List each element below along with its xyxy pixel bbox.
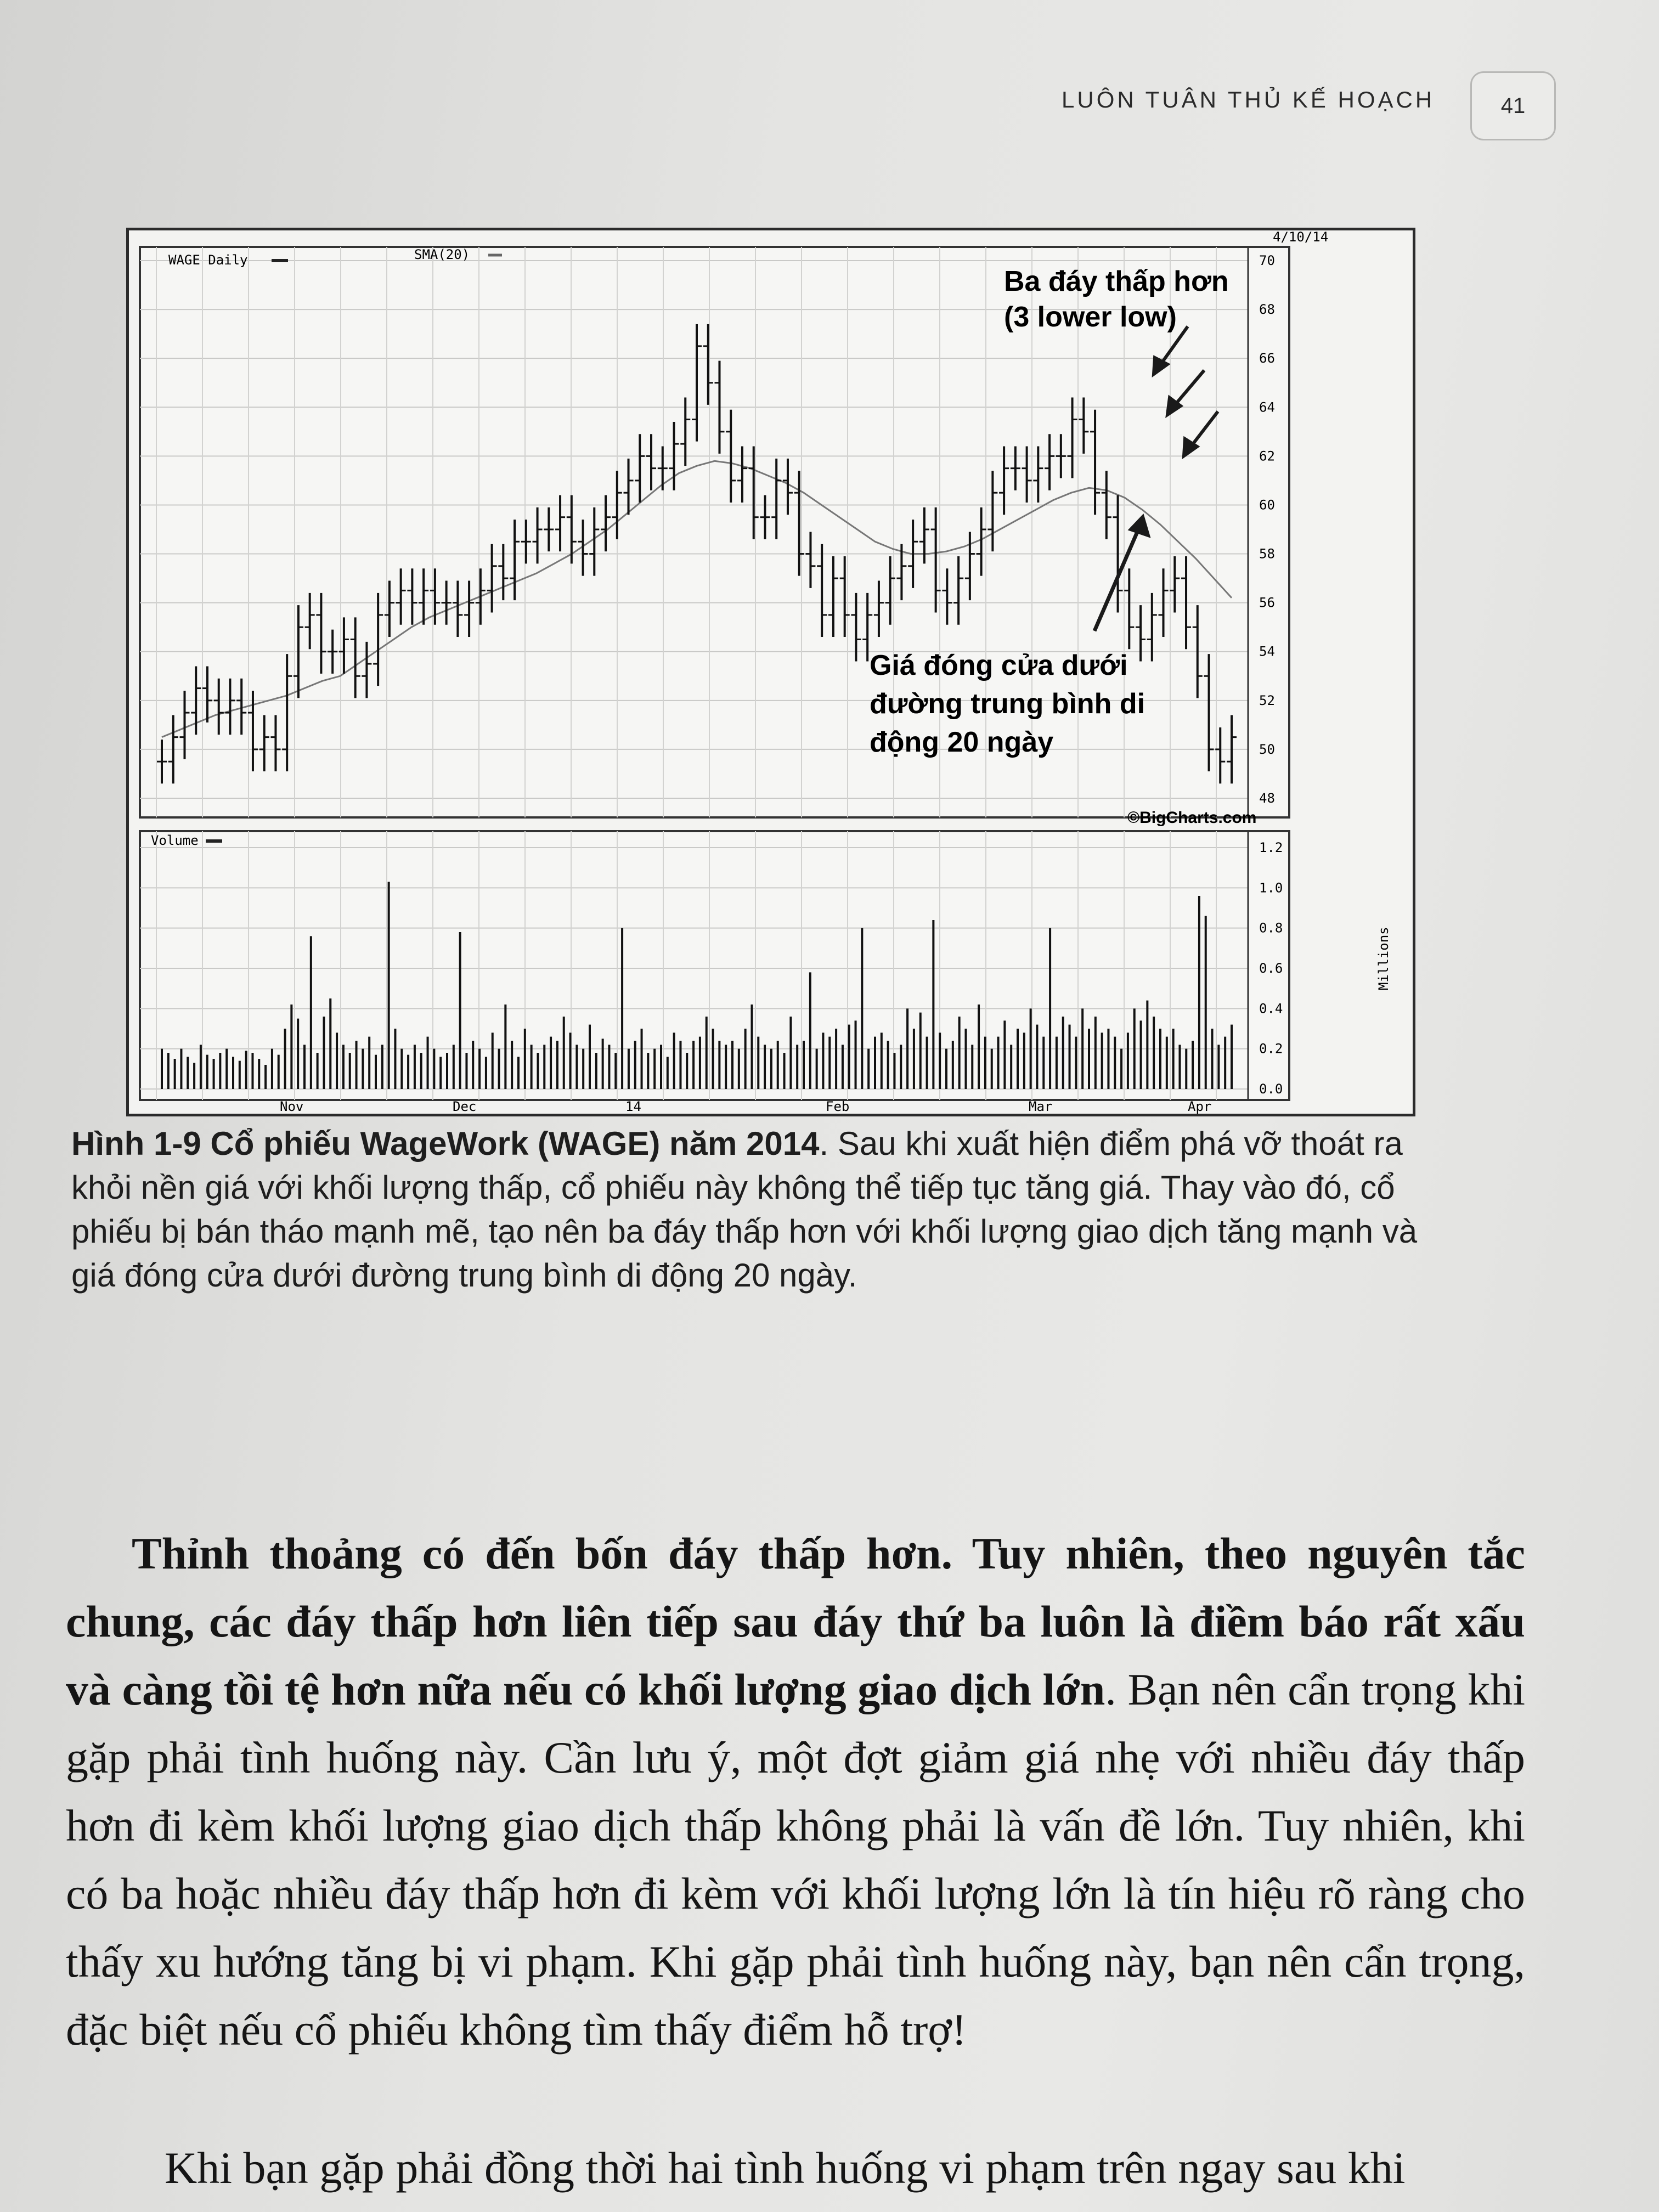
- x-tick-label: Dec: [453, 1099, 477, 1114]
- caption-text: . Sau khi xuất hiện điểm phá vỡ thoát ra khỏi nền giá với khối lượng thấp, cổ phiếu này không thể tiếp tục tăng giá. Thay vào đó, cổ phiếu bị bán tháo mạnh mẽ, tạo nên ba đáy thấp hơn với khối lượng giao dịch tăng mạnh và giá đóng cửa dưới đường trung bình di động 20 ngày.: [71, 1125, 1418, 1294]
- page-number: 41: [1470, 71, 1556, 140]
- annotation-lower-lows-line2: (3 lower low): [1004, 301, 1177, 333]
- x-tick-label: Apr: [1188, 1099, 1212, 1114]
- volume-tick-label: 0.4: [1259, 1001, 1283, 1017]
- price-tick-label: 66: [1259, 351, 1275, 366]
- annotation-lower-lows-line1: Ba đáy thấp hơn: [1004, 266, 1229, 297]
- caption-label: Hình 1-9 Cổ phiếu WageWork (WAGE) năm 2014: [71, 1125, 820, 1162]
- price-tick-label: 52: [1259, 692, 1275, 708]
- volume-tick-label: 1.0: [1259, 880, 1283, 896]
- x-tick-label: Feb: [826, 1099, 850, 1114]
- price-tick-label: 62: [1259, 448, 1275, 464]
- volume-tick-label: 0.8: [1259, 920, 1283, 936]
- chart-svg: [129, 230, 1413, 1114]
- body-bold-text: Thỉnh thoảng có đến bốn đáy thấp hơn. Tuy nhiên, theo nguyên tắc chung, các đáy thấp hơn liên tiếp sau đáy thứ ba luôn là điềm báo rất xấu và càng tồi tệ hơn nữa nếu có khối lượng giao dịch lớn: [66, 1528, 1525, 1714]
- body-paragraph: [66, 1520, 1525, 2064]
- volume-tick-label: 1.2: [1259, 840, 1283, 855]
- volume-tick-label: 0.0: [1259, 1081, 1283, 1097]
- price-tick-label: 54: [1259, 644, 1275, 659]
- volume-unit-label: Millions: [1376, 927, 1391, 990]
- price-tick-label: 48: [1259, 791, 1275, 806]
- price-tick-label: 64: [1259, 399, 1275, 415]
- volume-tick-label: 0.6: [1259, 961, 1283, 976]
- price-tick-label: 70: [1259, 253, 1275, 268]
- annotation-close-line2: đường trung bình di: [870, 688, 1146, 720]
- source-label: ©BigCharts.com: [1127, 809, 1257, 827]
- price-tick-label: 58: [1259, 546, 1275, 562]
- body-regular-text: . Bạn nên cẩn trọng khi gặp phải tình huống này. Cần lưu ý, một đợt giảm giá nhẹ với nhiều đáy thấp hơn đi kèm khối lượng giao dịch thấp không phải là vấn đề lớn. Tuy nhiên, khi có ba hoặc nhiều đáy thấp hơn đi kèm với khối lượng lớn là tín hiệu rõ ràng cho thấy xu hướng tăng bị vi phạm. Khi gặp phải tình huống này, bạn nên cẩn trọng, đặc biệt nếu cổ phiếu không tìm thấy điểm hỗ trợ!: [66, 1664, 1525, 2055]
- figure-caption: [71, 1122, 1454, 1297]
- date-label: 4/10/14: [1273, 230, 1329, 245]
- volume-tick-label: 0.2: [1259, 1041, 1283, 1057]
- volume-panel: [140, 831, 1289, 1100]
- legend-sma: SMA(20): [414, 247, 470, 262]
- page-header: [0, 82, 1659, 126]
- legend-price: WAGE Daily: [168, 252, 248, 268]
- running-title: LUÔN TUÂN THỦ KẾ HOẠCH: [1062, 87, 1435, 112]
- x-tick-label: Nov: [280, 1099, 304, 1114]
- price-tick-label: 50: [1259, 741, 1275, 757]
- legend-volume: Volume: [151, 833, 199, 848]
- price-tick-label: 60: [1259, 497, 1275, 513]
- x-tick-label: Mar: [1029, 1099, 1053, 1114]
- stock-chart: [126, 228, 1415, 1116]
- x-tick-label: 14: [625, 1099, 641, 1114]
- price-tick-label: 68: [1259, 302, 1275, 318]
- annotation-close-line1: Giá đóng cửa dưới: [870, 650, 1128, 681]
- body-next-line: Khi bạn gặp phải đồng thời hai tình huống vi phạm trên ngay sau khi: [165, 2143, 1406, 2193]
- price-tick-label: 56: [1259, 595, 1275, 611]
- annotation-close-line3: động 20 ngày: [870, 726, 1054, 758]
